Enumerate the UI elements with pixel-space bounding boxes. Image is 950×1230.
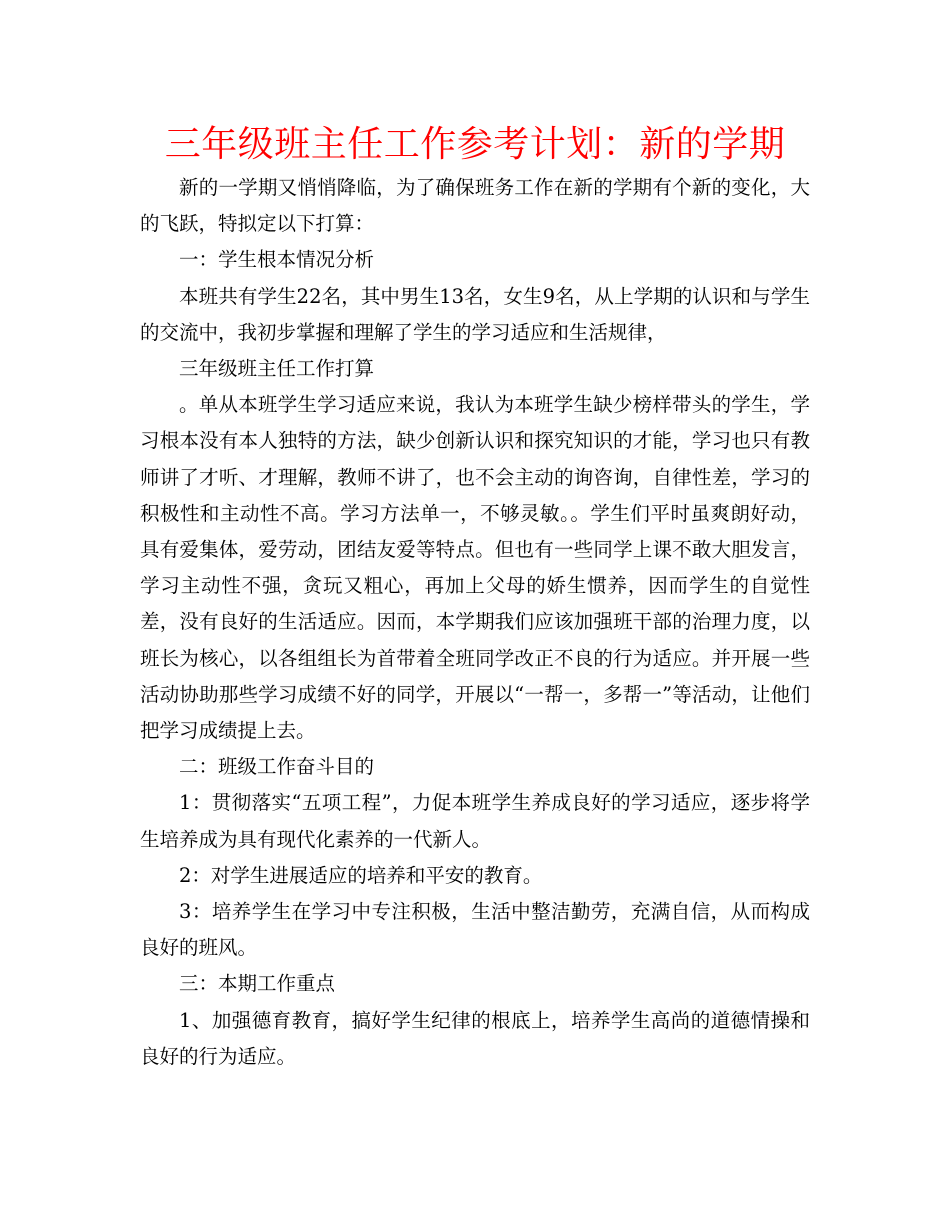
goal-item-2: 2：对学生进展适应的培养和平安的教育。 [179, 863, 543, 887]
goal-item-1: 1：贯彻落实“五项工程”，力促本班学生养成良好的学习适应，逐步将学生培养成为具有现代化素养的一代新人。 [140, 791, 810, 851]
analysis-paragraph: 。单从本班学生学习适应来说，我认为本班学生缺少榜样带头的学生，学习根本没有本人独特的方法，缺少创新认识和探究知识的才能，学习也只有教师讲了才听、才理解，教师不讲了，也不会主动的询咨询，自律性差，学习的积极性和主动性不高。学习方法单一，不够灵敏。。学生们平时虽爽朗好动，具有爱集体，爱劳动，团结友爱等特点。但也有一些同学上课不敢大胆发言，学习主动性不强，贪玩又粗心，再加上父母的娇生惯养，因而学生的自觉性差，没有良好的生活适应。因而，本学期我们应该加强班干部的治理力度，以班长为核心，以各组组长为首带着全班同学改正不良的行为适应。并开展一些活动协助那些学习成绩不好的同学，开展以“一帮一，多帮一”等活动，让他们把学习成绩提上去。 [140, 393, 810, 743]
focus-item-1: 1、加强德育教育，搞好学生纪律的根底上，培养学生高尚的道德情操和良好的行为适应。 [140, 1008, 810, 1068]
student-overview-paragraph: 本班共有学生22名，其中男生13名，女生9名，从上学期的认识和与学生的交流中，我初步掌握和理解了学生的学习适应和生活规律， [140, 284, 810, 344]
document-title: 三年级班主任工作参考计划：新的学期 [164, 124, 786, 165]
goal-item-3: 3：培养学生在学习中专注积极，生活中整洁勤劳，充满自信，从而构成良好的班风。 [140, 900, 810, 960]
section-heading-2: 二：班级工作奋斗目的 [179, 755, 375, 779]
document-page [140, 120, 810, 1075]
section-heading-1: 一：学生根本情况分析 [179, 248, 375, 272]
section-heading-3: 三：本期工作重点 [179, 972, 336, 996]
plan-subheading: 三年级班主任工作打算 [179, 357, 375, 381]
intro-paragraph: 新的一学期又悄悄降临，为了确保班务工作在新的学期有个新的变化，大的飞跃，特拟定以下打算： [140, 176, 810, 236]
